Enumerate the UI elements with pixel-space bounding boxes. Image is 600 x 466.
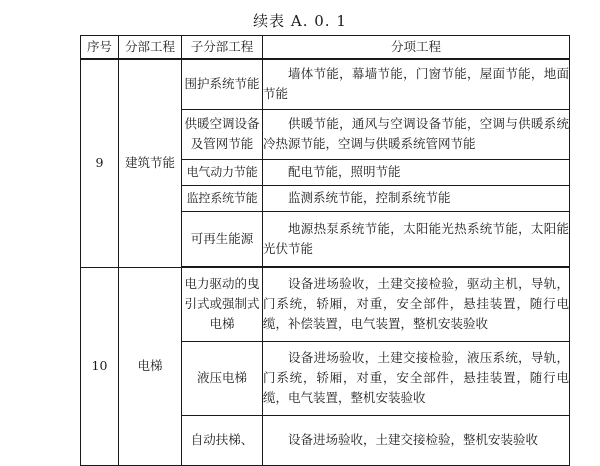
division-cell: 建筑节能 (119, 59, 182, 267)
table-caption: 续表 A. 0. 1 (253, 12, 347, 30)
subdivision-cell: 电气动力节能 (182, 159, 263, 185)
subdivision-cell: 电力驱动的曳引式或强制式电梯 (182, 267, 263, 341)
subdivision-cell: 围护系统节能 (182, 59, 263, 109)
table-row (81, 59, 570, 109)
table-row (81, 267, 570, 341)
header-subdivision: 子分部工程 (182, 36, 263, 60)
subdivision-cell: 液压电梯 (182, 341, 263, 415)
seq-cell: 9 (81, 59, 119, 267)
division-cell: 电梯 (119, 267, 182, 465)
subdivision-cell: 可再生能源 (182, 211, 263, 267)
subdivision-cell: 监控系统节能 (182, 185, 263, 211)
seq-cell: 10 (81, 267, 119, 465)
header-seq: 序号 (81, 36, 119, 60)
subdivision-cell: 供暖空调设备及管网节能 (182, 109, 263, 159)
subdivision-cell: 自动扶梯、 (182, 415, 263, 465)
items-cell: 监测系统节能，控制系统节能 (263, 185, 570, 211)
items-cell: 设备进场验收，土建交接检验，驱动主机，导轨，门系统，轿厢，对重，安全部件，悬挂装置，随行电缆，补偿装置，电气装置，整机安装验收 (263, 267, 570, 341)
items-cell: 墙体节能，幕墙节能，门窗节能，屋面节能，地面节能 (263, 59, 570, 109)
items-cell: 设备进场验收，土建交接检验，整机安装验收 (263, 415, 570, 465)
project-division-table (80, 35, 570, 466)
items-cell: 地源热泵系统节能，太阳能光热系统节能，太阳能光伏节能 (263, 211, 570, 267)
header-row (81, 36, 570, 60)
items-cell: 配电节能，照明节能 (263, 159, 570, 185)
items-cell: 供暖节能，通风与空调设备节能，空调与供暖系统冷热源节能，空调与供暖系统管网节能 (263, 109, 570, 159)
header-items: 分项工程 (263, 36, 570, 60)
header-division: 分部工程 (119, 36, 182, 60)
items-cell: 设备进场验收，土建交接检验，液压系统，导轨，门系统，轿厢，对重，安全部件，悬挂装置，随行电缆，电气装置，整机安装验收 (263, 341, 570, 415)
